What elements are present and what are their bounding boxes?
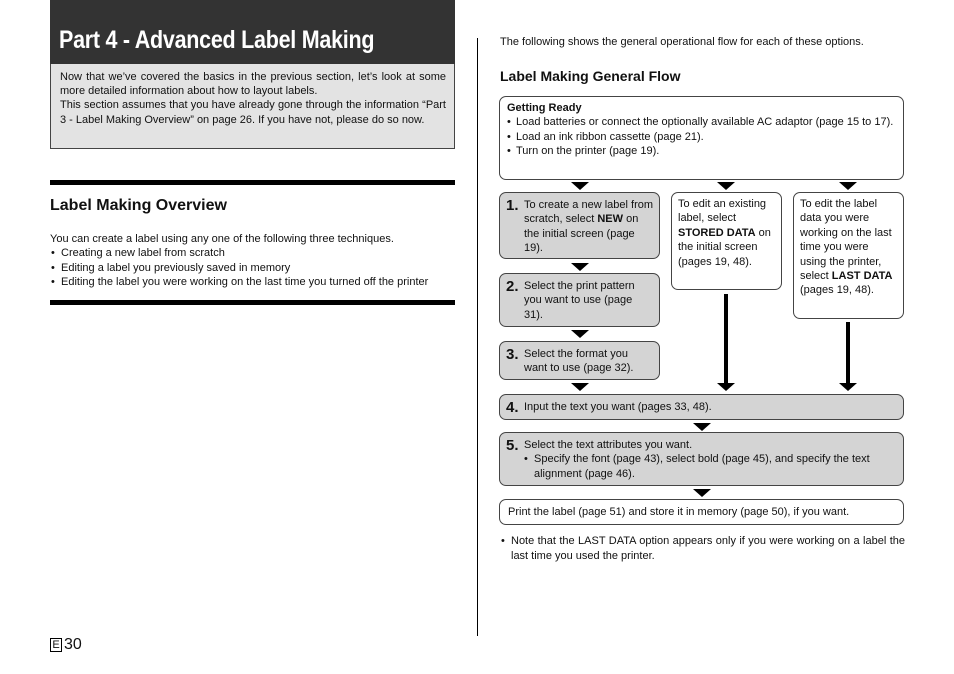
section-rule-top [50, 180, 455, 185]
getting-ready-heading: Getting Ready [507, 102, 582, 114]
step-3-box [499, 341, 660, 380]
language-e-icon: E [50, 638, 62, 652]
step-number: 4. [506, 399, 519, 416]
section-title: Label Making Overview [50, 197, 227, 214]
intro-box [50, 64, 455, 149]
arrow-down-icon [571, 263, 589, 271]
arrow-shaft [846, 322, 850, 384]
step-number: 3. [506, 346, 519, 363]
step-number: 2. [506, 278, 519, 295]
step-subitem: • Specify the font (page 43), select bold (page 45), and specify the text alignment (page 46). [524, 452, 897, 481]
techniques-list [50, 246, 458, 289]
overview-intro: You can create a label using any one of the following three techniques. [50, 233, 394, 245]
arrow-down-icon [717, 383, 735, 391]
arrow-down-icon [571, 383, 589, 391]
section-rule-bottom [50, 300, 455, 305]
getting-ready-box [499, 96, 904, 180]
step-1-box [499, 192, 660, 259]
note: • Note that the LAST DATA option appears only if you were working on a label the last time you used the printer. [500, 534, 905, 564]
page-number [50, 636, 82, 654]
step-text: Select the print pattern you want to use (page 31). [524, 280, 635, 321]
step-number: 5. [506, 437, 519, 454]
title-bar [50, 0, 455, 64]
intro-paragraph-2: This section assumes that you have already gone through the information “Part 3 - Label Making Overview” on page 26. If you have not, please do so now. [60, 99, 446, 126]
step-text: Select the text attributes you want. • Specify the font (page 43), select bold (page 45), and specify the text alignment (page 46). [524, 437, 897, 481]
step-text: Select the format you want to use (page 32). [524, 348, 634, 375]
step-2-box [499, 273, 660, 327]
arrow-down-icon [693, 489, 711, 497]
list-item: • Load batteries or connect the optionally available AC adaptor (page 15 to 17). [507, 115, 895, 129]
page-number-value: 30 [64, 636, 82, 653]
list-item: • Load an ink ribbon cassette (page 21). [507, 130, 895, 144]
arrow-down-icon [839, 182, 857, 190]
arrow-down-icon [693, 423, 711, 431]
flow-title: Label Making General Flow [500, 68, 681, 84]
getting-ready-list [507, 115, 895, 158]
edit-last-box [793, 192, 904, 319]
step-text: To create a new label from scratch, select NEW on the initial screen (page 19). [524, 199, 654, 255]
step-number: 1. [506, 197, 519, 214]
flow-intro: The following shows the general operational flow for each of these options. [500, 36, 864, 48]
arrow-down-icon [571, 182, 589, 190]
column-divider [477, 38, 478, 636]
print-box: Print the label (page 51) and store it in memory (page 50), if you want. [499, 499, 904, 525]
list-item: • Editing the label you were working on the last time you turned off the printer [50, 275, 458, 289]
step-4-box [499, 394, 904, 420]
edit-stored-text: To edit an existing label, select STORED DATA on the initial screen (pages 19, 48). [678, 198, 771, 268]
list-item: • Creating a new label from scratch [50, 246, 458, 260]
list-item: • Turn on the printer (page 19). [507, 144, 895, 158]
list-item: • Editing a label you previously saved in memory [50, 261, 458, 275]
step-5-box [499, 432, 904, 486]
intro-paragraph-1: Now that we’ve covered the basics in the previous section, let’s look at some more detailed information about how to layout labels. [60, 71, 446, 98]
edit-last-text: To edit the label data you were working on the last time you were using the printer, select LAST DATA (pages 19, 48). [800, 198, 893, 297]
overview-text [50, 232, 458, 290]
arrow-down-icon [839, 383, 857, 391]
arrow-shaft [724, 294, 728, 384]
arrow-down-icon [717, 182, 735, 190]
page-title: Part 4 - Advanced Label Making [59, 26, 375, 54]
step-text: Input the text you want (pages 33, 48). [524, 401, 712, 413]
edit-stored-box [671, 192, 782, 290]
arrow-down-icon [571, 330, 589, 338]
